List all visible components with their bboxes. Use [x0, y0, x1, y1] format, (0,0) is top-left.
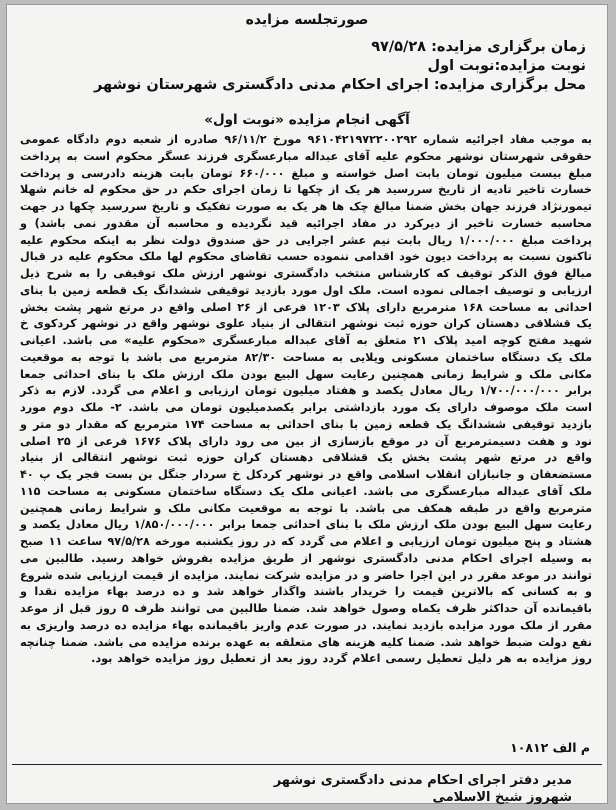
signature-title: مدیر دفتر اجرای احکام مدنی دادگستری نوشهر	[273, 773, 572, 788]
auction-venue-line: محل برگزاری مزایده: اجرای احکام مدنی دادگستری شهرستان نوشهر	[93, 77, 586, 93]
auction-meta	[26, 38, 586, 95]
auction-notice-clipping	[6, 4, 608, 804]
reference-number: م الف ۱۰۸۱۲	[510, 740, 590, 755]
divider-line	[12, 764, 602, 765]
signature-block	[274, 772, 572, 806]
signature-name: شهروز شیخ الاسلامی	[432, 790, 572, 805]
auction-round-line: نوبت مزایده:نوبت اول	[427, 58, 586, 74]
notice-title: آگهی انجام مزایده «نوبت اول»	[204, 112, 410, 128]
notice-body-text: به موجب مفاد اجرائیه شماره ۹۶۱۰۴۲۱۹۷۲۲۰۰۲۹۲ مورخ ۹۶/۱۱/۲ صادره از شعبه دوم دادگاه عمومی حقوقی شهرستان نوشهر محکوم علیه آقای عبداله مبارعسگری فرزند عسگر محکوم است به پرداخت مبلغ بیست میلیون تومان بابت اصل خواسته و مبلغ ۶۶۰/۰۰۰ تومان بابت هزینه دادرسی و پرداخت خسارت تاخیر تادیه از تاریخ سررسید هر یک از چکها تا زمان اجرای حکم در حق محکوم له خانم شهلا تیمورنژاد فرزند جهان بخش ضمنا مبالغ چک ها هر یک به صورت تفکیک و تاریخ سررسید چکها در جهت محاسبه خسارت تاخیر از دیرکرد در مفاد اجرائیه قید نگردیده و محاسبه آن مقدور نمی باشد) و پرداخت مبلغ ۱/۰۰۰/۰۰۰ ریال بابت نیم عشر اجرایی در حق صندوق دولت نظر به اینکه محکوم علیه تاکنون نسبت به پرداخت دیون خود اقدامی ننموده حسب تقاضای محکوم لها ملک محکوم علیه در قبال مبالغ فوق الذکر توقیف که کارشناس منتخب دادگستری نوشهر ارزش ملک توقیفی را به شرح ذیل ارزیابی و توصیف اجمالی نموده است. ملک اول مورد بازدید توقیفی ششدانگ یک قطعه زمین با بنای احداثی به مساحت ۱۶۸ مترمربع دارای پلاک ۱۲۰۳ فرعی از ۲۶ اصلی واقع در مرتع شهر پشت بخش یک قشلاقی دهستان کران حوزه ثبت نوشهر انتقالی از بنیاد علوی نوشهر واقع در نوشهر کردکوی خ شهید مفتح کوچه امید پلاک ۲۱ متعلق به آقای عبداله مبارعسگری «محکوم علیه» می باشد. اعیانی ملک یک دستگاه ساختمان مسکونی ویلایی به مساحت ۸۲/۳۰ مترمربع می باشد با توجه به موقعیت مکانی ملک و شرایط زمانی همچنین رعایت سهل البیع بودن ملک ارزش ملک با بنای احداثی جمعا برابر ۱/۷۰۰/۰۰۰/۰۰۰ ریال معادل یکصد و هفتاد میلیون تومان ارزیابی و اعلام می گردد. لازم به ذکر است ملک موصوف دارای یک مورد بازداشتی برابر یکصدمیلیون تومان می باشد. ۲- ملک دوم مورد بازدید توقیفی ششدانگ یک قطعه زمین با بنای احداثی به مساحت ۱۷۴ مترمربع که مقدار دو متر و نود و هفت دسیمترمربع آن در موقع بازسازی از بین می رود دارای پلاک ۱۶۷۶ فرعی از ۲۵ اصلی واقع در مرتع شهر پشت بخش یک قشلاقی دهستان کران حوزه ثبت نوشهر انتقالی از بنیاد مستضعفان و جانبازان انقلاب اسلامی واقع در نوشهر کردکل خ سردار جنگل بن بست فجر یک پ ۴۰ ملک آقای عبداله مبارعسگری می باشد. اعیانی ملک یک دستگاه ساختمان مسکونی به مساحت ۱۱۵ مترمربع واقع در طبقه همکف می باشد. با توجه به موقعیت مکانی ملک و شرایط زمانی همچنین رعایت سهل البیع بودن ملک ارزش ملک با بنای احداثی جمعا برابر ۱/۸۵۰/۰۰۰/۰۰۰ ریال معادل یکصد و هشتاد و پنج میلیون تومان ارزیابی و اعلام می گردد که در روز یکشنبه مورخه ۹۷/۵/۲۸ ساعت ۱۱ صبح به وسیله اجرای احکام مدنی دادگستری نوشهر از طریق مزایده بفروش خواهد رسید. طالبین می توانند در موعد مقرر در این اجرا حاضر و در مزایده شرکت نمایند. مزایده از قیمت ارزیابی شده شروع و به کسانی که بالاترین قیمت را خریدار باشند واگذار خواهد شد و ده درصد بهاء مزایده نقدا و باقیمانده آن حداکثر ظرف یکماه وصول خواهد شد. ضمنا طالبین می توانند ظرف ۵ روز قبل از موعد مقرر از ملک مورد مزایده بازدید نمایند. در صورت عدم واریز باقیمانده بهاء مزایده ده درصد واریزی به نفع دولت ضبط خواهد شد. ضمنا کلیه هزینه های متعلقه به عهده برنده مزایده می باشد. ضمنا چنانچه روز مزایده به هر دلیل تعطیل رسمی اعلام گردد روز بعد از تعطیل روز مزایده خواهد بود.	[20, 133, 593, 666]
document-heading: صورتجلسه مزایده	[245, 12, 369, 28]
auction-date-line: زمان برگزاری مزایده: ۹۷/۵/۲۸	[371, 39, 586, 55]
